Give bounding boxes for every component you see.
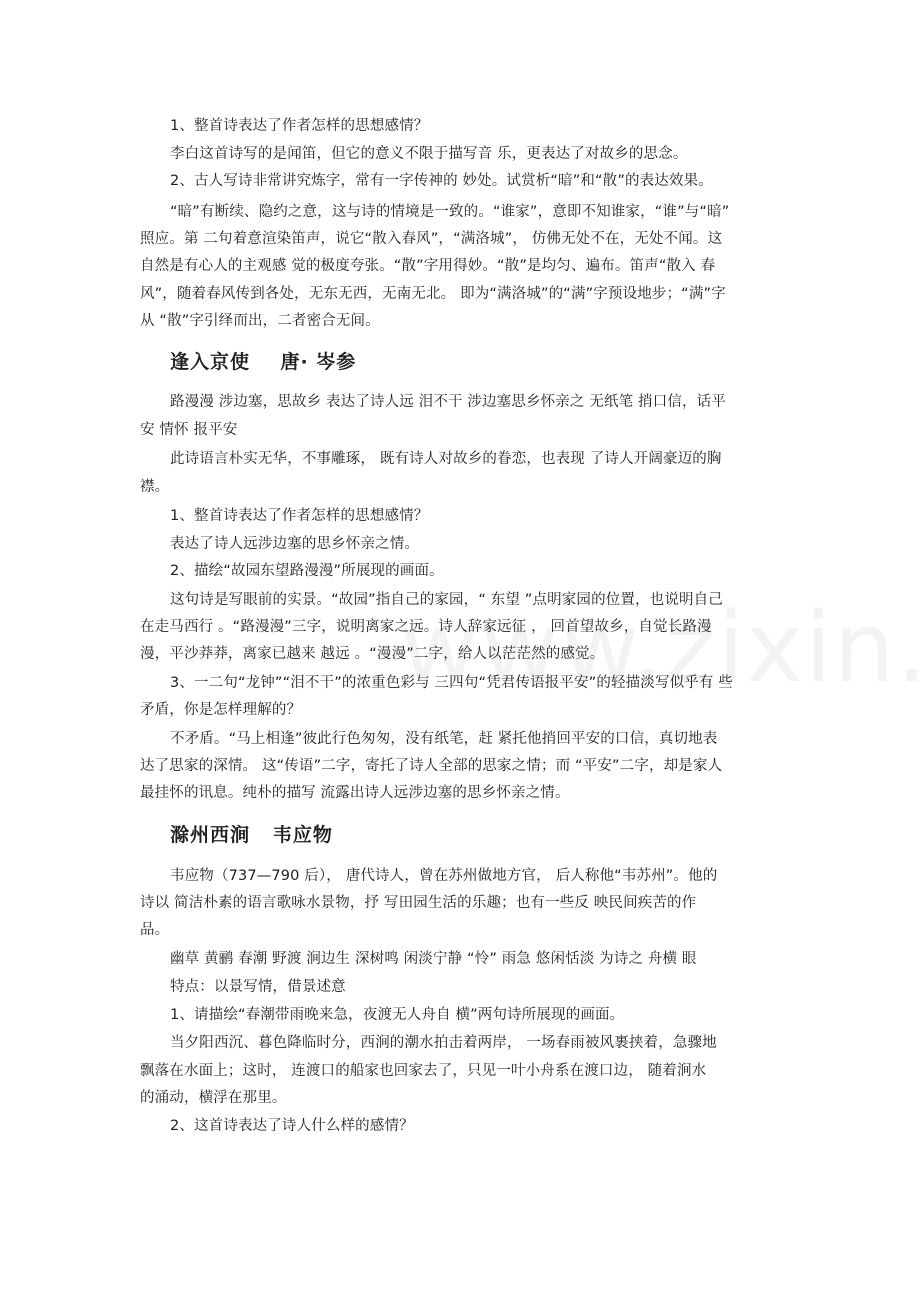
paragraph-line: 李白这首诗写的是闻笛，但它的意义不限于描写音 乐，更表达了对故乡的思念。 [170, 146, 688, 162]
paragraph-line: 特点：以景写情，借景述意 [170, 979, 346, 995]
question-line: 3、一二句“龙钟”“泪不干”的浓重色彩与 三四句“凭君传语报平安”的轻描淡写似乎有 些 [170, 675, 733, 691]
question-line: 1、整首诗表达了作者怎样的思想感情？ [170, 118, 429, 134]
paragraph-line: 在走马西行 。“路漫漫”三字，说明离家之远。诗人辞家远征 ， 回首望故乡，自觉长路漫 [140, 619, 712, 635]
paragraph-line: 风”，随着春风传到各处，无东无西，无南无北。 即为“满洛城”的“满”字预设地步；“满”字 [140, 286, 726, 302]
paragraph-line: 路漫漫 涉边塞，思故乡 表达了诗人远 泪不干 涉边塞思乡怀亲之 无纸笔 捎口信，话平 [170, 394, 726, 410]
paragraph-line: 安 情怀 报平安 [140, 422, 238, 438]
paragraph-line: 自然是有心人的主观感 觉的极度夸张。“散”字用得妙。“散”是均匀、遍布。笛声“散入 春 [140, 258, 716, 274]
paragraph-line: 矛盾，你是怎样理解的？ [140, 702, 302, 718]
paragraph-line: 飘落在水面上；这时， 连渡口的船家也回家去了，只见一叶小舟系在渡口边， 随着涧水 [140, 1063, 707, 1079]
paragraph-line: 幽草 黄鹂 春潮 野渡 涧边生 深树鸣 闲淡宁静 “怜” 雨急 悠闲恬淡 为诗之 舟横 眼 [170, 951, 697, 967]
paragraph-line: 漫，平沙莽莽，离家已越来 越远 。“漫漫”二字，给人以茫茫然的感觉。 [140, 646, 605, 662]
poem-title: 逢入京使 唐· 岑参 [170, 351, 357, 373]
paragraph-line: 表达了诗人远涉边塞的思乡怀亲之情。 [170, 536, 420, 552]
paragraph-line: 不矛盾。“马上相逢”彼此行色匆匆，没有纸笔，赶 紧托他捎回平安的口信，真切地表 [170, 731, 718, 747]
paragraph-line: “暗”有断续、隐约之意，这与诗的情境是一致的。“谁家”，意即不知谁家，“谁”与“暗” [170, 204, 730, 220]
paragraph-line: 当夕阳西沉、暮色降临时分，西涧的潮水拍击着两岸， 一场春雨被风裹挟着，急骤地 [170, 1035, 717, 1051]
paragraph-line: 达了思家的深情。 这“传语”二字，寄托了诗人全部的思家之情；而 “平安”二字，却是家人 [140, 758, 723, 774]
paragraph-line: 从 “散”字引绎而出，二者密合无间。 [140, 313, 380, 329]
paragraph-line: 此诗语言朴实无华，不事雕琢， 既有诗人对故乡的眷恋，也表现 了诗人开阔豪迈的胸 [170, 451, 722, 467]
poem-title: 滁州西涧 韦应物 [170, 824, 333, 846]
question-line: 1、整首诗表达了作者怎样的思想感情？ [170, 508, 429, 524]
question-line: 2、这首诗表达了诗人什么样的感情？ [170, 1118, 414, 1134]
paragraph-line: 品。 [140, 922, 170, 938]
paragraph-line: 照应。第 二句着意渲染笛声，说它“散入春风”，“满洛城”， 仿佛无处不在，无处不闻。这 [140, 231, 723, 247]
paragraph-line: 的涌动，横浮在那里。 [140, 1090, 287, 1106]
question-line: 2、描绘“故园东望路漫漫”所展现的画面。 [170, 563, 444, 579]
paragraph-line: 韦应物（737—790 后）， 唐代诗人，曾在苏州做地方官， 后人称他“韦苏州”。他的 [170, 868, 718, 884]
paragraph-line: 襟。 [140, 479, 170, 495]
question-line: 2、古人写诗非常讲究炼字，常有一字传神的 妙处。试赏析“暗”和“散”的表达效果。 [170, 173, 713, 189]
paragraph-line: 诗以 简洁朴素的语言歌咏水景物，抒 写田园生活的乐趣；也有一些反 映民间疾苦的作 [140, 895, 697, 911]
question-line: 1、请描绘“春潮带雨晚来急，夜渡无人舟自 横”两句诗所展现的画面。 [170, 1007, 625, 1023]
paragraph-line: 这句诗是写眼前的实景。“故园”指自己的家园，“ 东望 ”点明家园的位置，也说明自己 [170, 592, 723, 608]
paragraph-line: 最挂怀的讯息。纯朴的描写 流露出诗人远涉边塞的思乡怀亲之情。 [140, 785, 570, 801]
